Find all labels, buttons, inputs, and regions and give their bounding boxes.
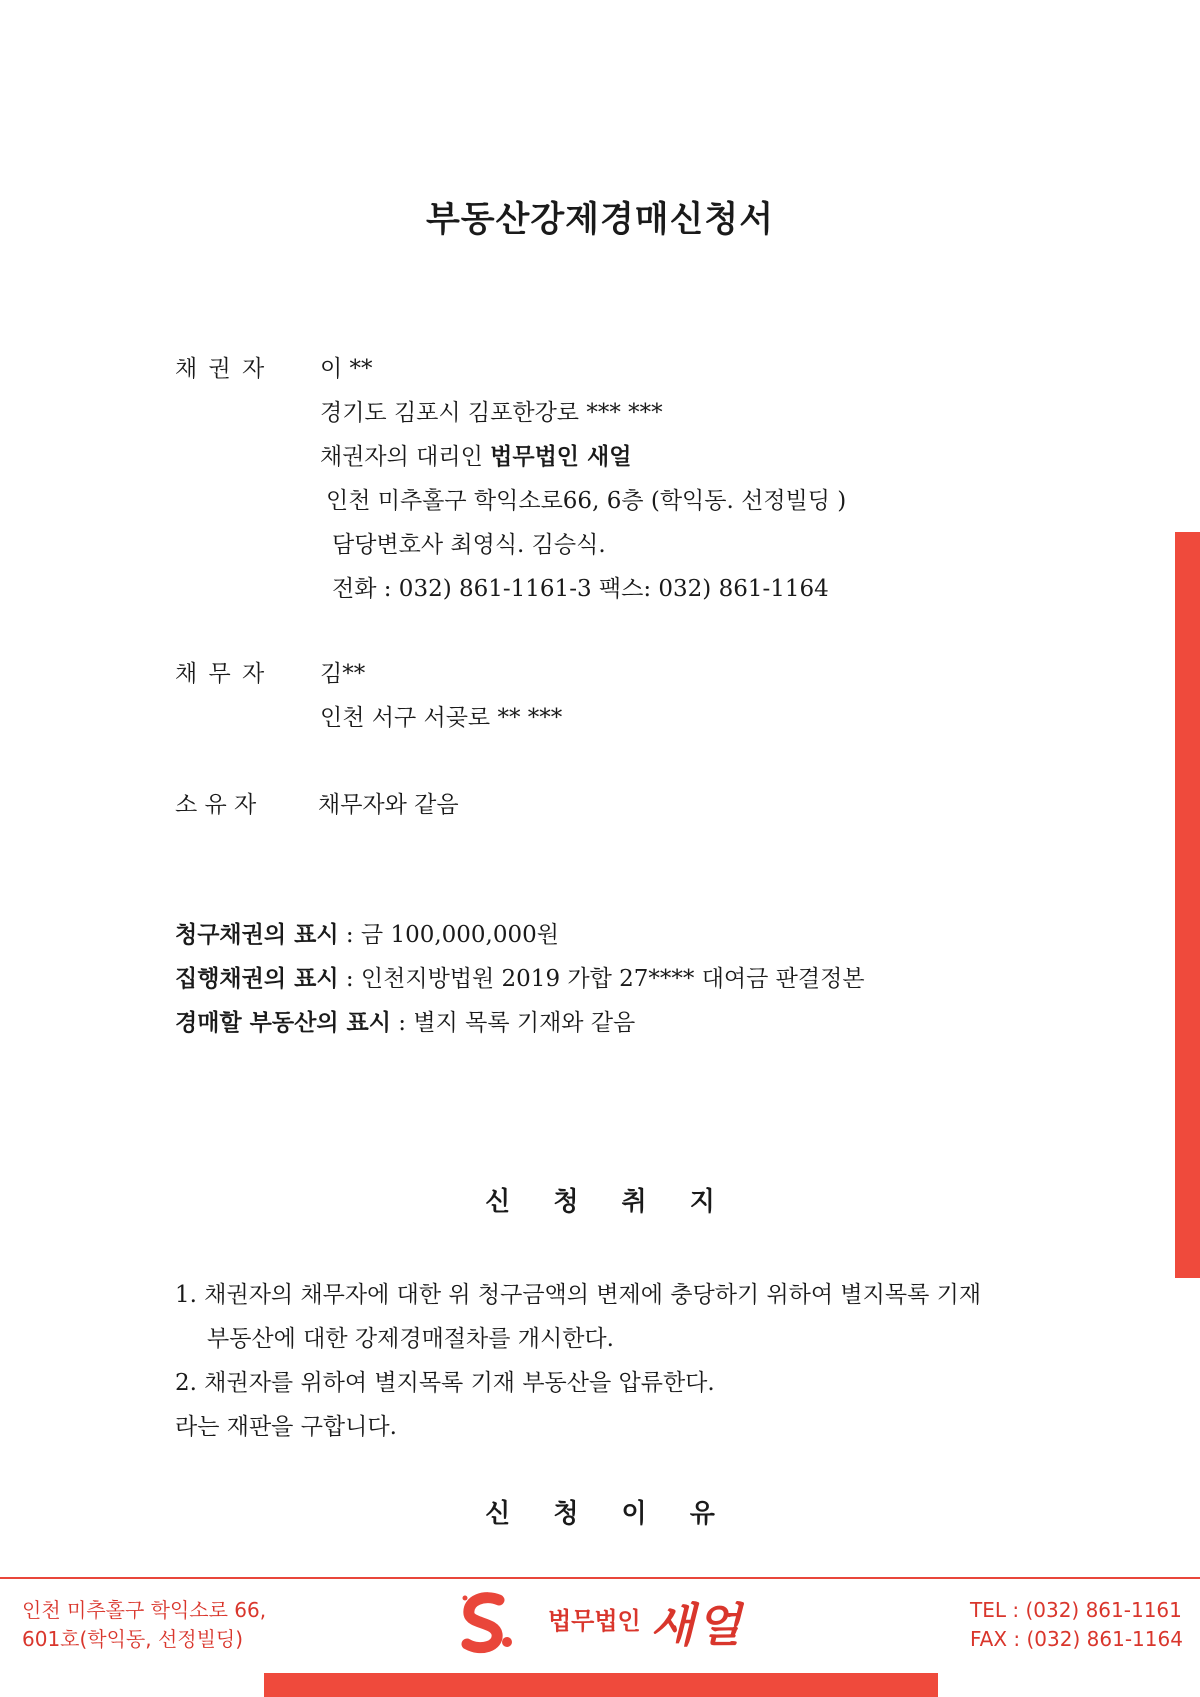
heading-char: 신 <box>485 1187 511 1217</box>
owner-label: 소 유 자 <box>175 792 257 818</box>
heading-char: 청 <box>553 1187 579 1217</box>
agent-name: 법무법인 새얼 <box>490 443 632 470</box>
agent-address: 인천 미추홀구 학익소로66, 6층 (학익동. 선정빌딩 ) <box>326 488 847 514</box>
heading-char: 청 <box>553 1499 579 1529</box>
heading-char: 지 <box>689 1187 715 1217</box>
lawyers: 담당변호사 최영식. 김승식. <box>332 532 606 558</box>
creditor-name: 이 ** <box>320 356 373 382</box>
agent-prefix: 채권자의 대리인 <box>320 444 483 470</box>
heading-char: 이 <box>621 1499 647 1529</box>
claim-label: 경매할 부동산의 표시 <box>175 1009 391 1036</box>
claim-label: 청구채권의 표시 <box>175 921 339 948</box>
footer-address-line: 인천 미추홀구 학익소로 66, <box>22 1598 267 1622</box>
heading-char: 유 <box>689 1499 715 1529</box>
heading-char: 취 <box>621 1187 647 1217</box>
claim-row <box>175 960 865 993</box>
document-title: 부동산강제경매신청서 <box>425 199 775 240</box>
purpose-item-1-cont: 부동산에 대한 강제경매절차를 개시한다. <box>207 1326 614 1352</box>
bottom-accent-bar <box>264 1673 938 1697</box>
footer-fax: FAX : (032) 861-1164 <box>970 1627 1183 1651</box>
creditor-address: 경기도 김포시 김포한강로 *** *** <box>320 400 663 426</box>
purpose-item-1: 1. 채권자의 채무자에 대한 위 청구금액의 변제에 충당하기 위하여 별지목록 기재 <box>175 1282 982 1308</box>
claim-value: : 인천지방법원 2019 가합 27**** 대여금 판결정본 <box>345 966 865 992</box>
footer-firm-prefix: 법무법인 <box>548 1607 641 1635</box>
claim-value: : 금 100,000,000원 <box>345 922 559 948</box>
debtor-address: 인천 서구 서곶로 ** *** <box>320 705 563 731</box>
footer-firm-name: 새얼 <box>650 1598 743 1652</box>
footer-divider <box>0 1577 1200 1579</box>
purpose-item-2: 2. 채권자를 위하여 별지목록 기재 부동산을 압류한다. <box>175 1370 715 1396</box>
footer-contact <box>970 1596 1183 1654</box>
side-accent-bar <box>1175 532 1200 1278</box>
heading-char: 신 <box>485 1499 511 1529</box>
claim-row <box>175 1004 635 1037</box>
reason-heading <box>0 1493 1200 1530</box>
debtor-label: 채 무 자 <box>175 661 267 687</box>
footer-address <box>22 1596 266 1654</box>
debtor-name: 김** <box>320 661 366 687</box>
footer-address-line: 601호(학익동, 선정빌딩) <box>22 1627 244 1651</box>
creditor-label: 채 권 자 <box>175 356 267 382</box>
footer-tel: TEL : (032) 861-1161 <box>970 1598 1182 1622</box>
owner-value: 채무자와 같음 <box>318 792 459 818</box>
contact: 전화 : 032) 861-1161-3 팩스: 032) 861-1164 <box>332 576 829 602</box>
creditor-agent <box>320 438 631 471</box>
claim-label: 집행채권의 표시 <box>175 965 339 992</box>
claim-value: : 별지 목록 기재와 같음 <box>398 1010 636 1036</box>
purpose-closing: 라는 재판을 구합니다. <box>175 1414 397 1440</box>
purpose-heading <box>0 1181 1200 1218</box>
claim-row <box>175 916 559 949</box>
firm-logo-icon <box>455 1590 525 1660</box>
